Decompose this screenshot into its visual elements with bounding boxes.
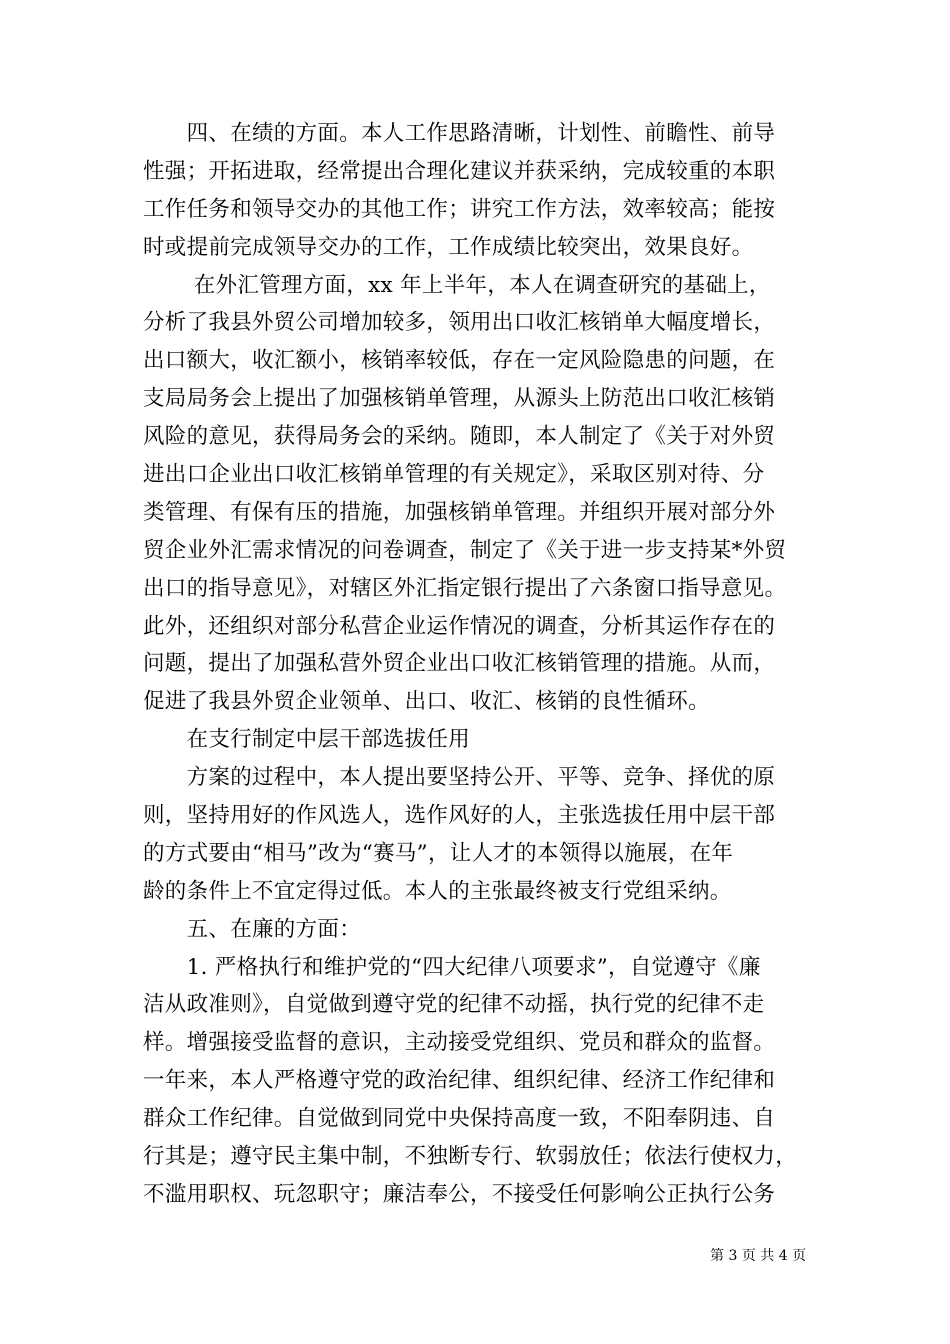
text-line: 在外汇管理方面，xx 年上半年，本人在调查研究的基础上， — [143, 272, 771, 298]
text-line: 促进了我县外贸企业领单、出口、收汇、核销的良性循环。 — [143, 689, 710, 715]
text-line: 则，坚持用好的作风选人，选作风好的人，主张选拔任用中层干部 — [143, 803, 776, 829]
text-line: 类管理、有保有压的措施，加强核销单管理。并组织开展对部分外 — [143, 499, 776, 525]
text-line: 出口额大，收汇额小，核销率较低，存在一定风险隐患的问题，在 — [143, 348, 776, 374]
page-footer: 第 3 页 共 4 页 — [710, 1248, 807, 1264]
text-line: 群众工作纪律。自觉做到同党中央保持高度一致，不阳奉阴违、自 — [143, 1106, 776, 1132]
text-line: 出口的指导意见》，对辖区外汇指定银行提出了六条窗口指导意见。 — [143, 575, 787, 601]
text-line: 四、在绩的方面。本人工作思路清晰，计划性、前瞻性、前导 — [143, 121, 776, 146]
text-line: 龄的条件上不宜定得过低。本人的主张最终被支行党组采纳。 — [143, 878, 732, 904]
text-line: 此外，还组织对部分私营企业运作情况的调查，分析其运作存在的 — [143, 613, 776, 639]
text-line: 样。增强接受监督的意识，主动接受党组织、党员和群众的监督。 — [143, 1030, 776, 1056]
text-line: 分析了我县外贸公司增加较多，领用出口收汇核销单大幅度增长， — [143, 310, 776, 336]
text-line: 五、在廉的方面： — [143, 916, 362, 942]
text-line: 的方式要由“相马”改为“赛马”，让人才的本领得以施展，在年 — [143, 840, 734, 866]
text-line: 1. 严格执行和维护党的“四大纪律八项要求”，自觉遵守《廉 — [143, 954, 761, 980]
text-line: 洁从政准则》，自觉做到遵守党的纪律不动摇，执行党的纪律不走 — [143, 992, 765, 1018]
text-line: 风险的意见，获得局务会的采纳。随即，本人制定了《关于对外贸 — [143, 424, 776, 450]
text-line: 问题，提出了加强私营外贸企业出口收汇核销管理的措施。从而， — [143, 651, 776, 677]
text-line: 工作任务和领导交办的其他工作；讲究工作方法，效率较高；能按 — [143, 196, 776, 222]
text-line: 在支行制定中层干部选拔任用 — [143, 727, 471, 753]
text-line: 贸企业外汇需求情况的问卷调查，制定了《关于进一步支持某*外贸 — [143, 537, 787, 563]
text-line: 方案的过程中，本人提出要坚持公开、平等、竞争、择优的原 — [143, 765, 776, 791]
text-line: 一年来，本人严格遵守党的政治纪律、组织纪律、经济工作纪律和 — [143, 1068, 776, 1094]
text-line: 性强；开拓进取，经常提出合理化建议并获采纳，完成较重的本职 — [143, 158, 776, 184]
body-text — [143, 115, 823, 1214]
text-line: 行其是；遵守民主集中制，不独断专行、软弱放任；依法行使权力， — [143, 1144, 798, 1170]
text-line: 进出口企业出口收汇核销单管理的有关规定》，采取区别对待、分 — [143, 462, 765, 488]
text-line: 不滥用职权、玩忽职守；廉洁奉公，不接受任何影响公正执行公务 — [143, 1181, 776, 1207]
text-line: 支局局务会上提出了加强核销单管理，从源头上防范出口收汇核销 — [143, 386, 776, 412]
text-line: 时或提前完成领导交办的工作，工作成绩比较突出，效果良好。 — [143, 234, 754, 260]
